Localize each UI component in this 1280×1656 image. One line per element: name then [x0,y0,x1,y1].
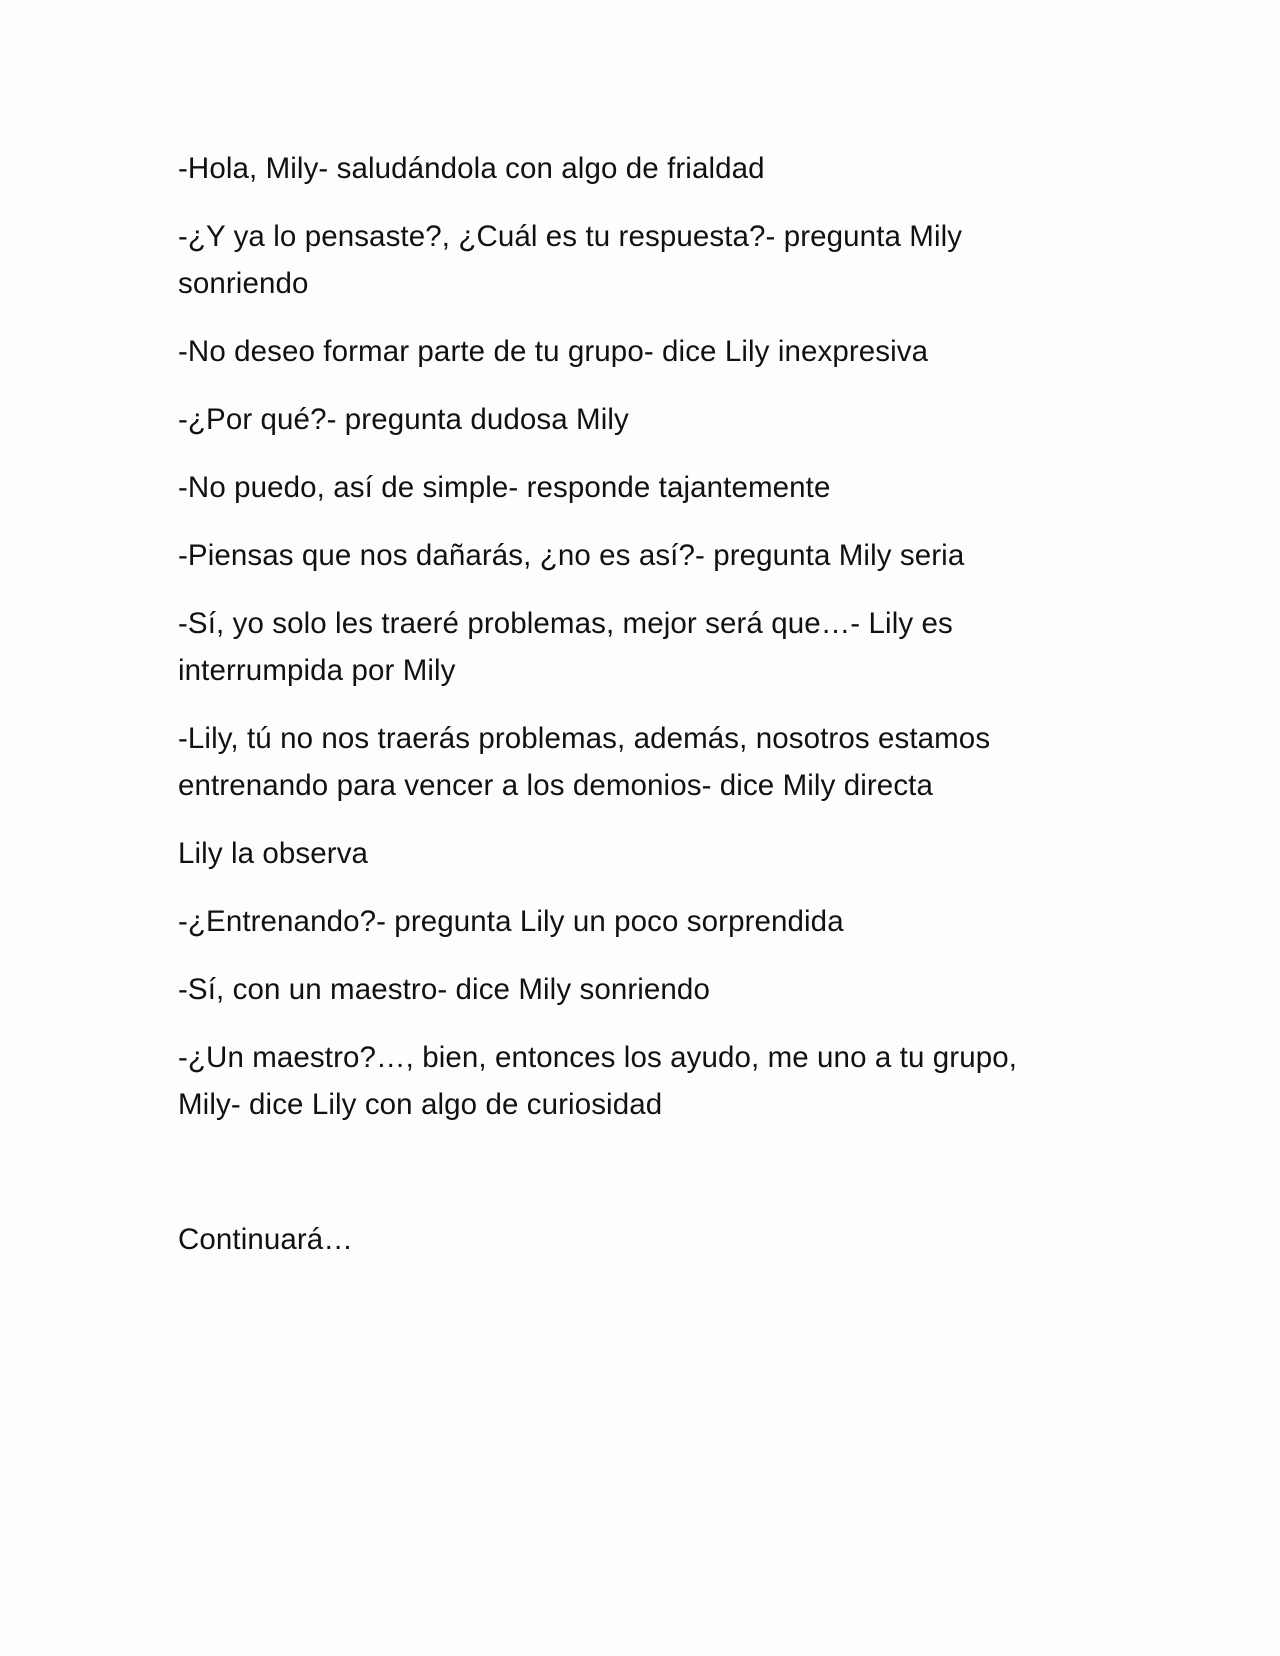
paragraph: -No puedo, así de simple- responde tajantemente [178,471,831,504]
paragraph: -¿Por qué?- pregunta dudosa Mily [178,403,629,436]
paragraph: -Sí, con un maestro- dice Mily sonriendo [178,973,710,1006]
paragraph: -¿Entrenando?- pregunta Lily un poco sorprendida [178,905,844,938]
paragraph: -Lily, tú no nos traerás problemas, además, nosotros estamos entrenando para vencer a los demonios- dice Mily directa [178,722,991,802]
paragraph: -No deseo formar parte de tu grupo- dice Lily inexpresiva [178,335,929,368]
paragraph: -¿Un maestro?…, bien, entonces los ayudo, me uno a tu grupo, Mily- dice Lily con algo de curiosidad [178,1041,1018,1121]
paragraph: -Piensas que nos dañarás, ¿no es así?- pregunta Mily seria [178,539,965,572]
paragraph: -Sí, yo solo les traeré problemas, mejor será que…- Lily es interrumpida por Mily [178,607,953,687]
paragraph: -¿Y ya lo pensaste?, ¿Cuál es tu respuesta?- pregunta Mily sonriendo [178,220,963,300]
closing-line: Continuará… [178,1223,353,1256]
paragraph: Lily la observa [178,837,369,870]
document-body [178,145,1078,1284]
paragraph: -Hola, Mily- saludándola con algo de frialdad [178,152,765,185]
